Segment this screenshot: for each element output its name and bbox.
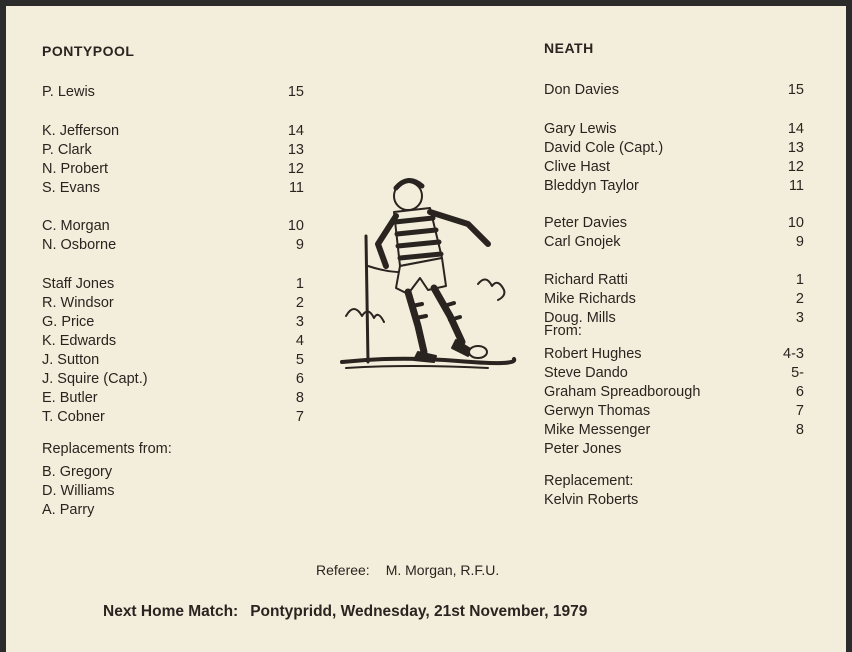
player-name: Gary Lewis xyxy=(544,121,617,137)
player-number: 4-3 xyxy=(783,346,804,362)
rugby-player-illustration xyxy=(338,166,518,388)
player-name: N. Osborne xyxy=(42,237,117,253)
player-number: 8 xyxy=(795,422,804,438)
player-number: 15 xyxy=(287,84,304,100)
player-name: Mike Richards xyxy=(544,291,636,307)
referee-line xyxy=(316,562,499,578)
player-row xyxy=(42,295,304,313)
pontypool-replacements-label: Replacements from: xyxy=(42,441,172,457)
player-row xyxy=(544,403,804,421)
player-number: 13 xyxy=(787,140,804,156)
player-row xyxy=(544,121,804,139)
player-row xyxy=(42,409,304,427)
player-number: 7 xyxy=(795,403,804,419)
player-row xyxy=(544,159,804,177)
programme-page xyxy=(6,6,846,652)
player-row xyxy=(42,218,304,236)
player-number: 4 xyxy=(295,333,304,349)
player-name: K. Edwards xyxy=(42,333,117,349)
player-number: 10 xyxy=(287,218,304,234)
player-name: Mike Messenger xyxy=(544,422,651,438)
player-name: J. Squire (Capt.) xyxy=(42,371,148,387)
player-name: P. Clark xyxy=(42,142,92,158)
player-row xyxy=(544,272,804,290)
player-row xyxy=(42,371,304,389)
player-number: 15 xyxy=(787,82,804,98)
player-name: G. Price xyxy=(42,314,95,330)
player-name: R. Windsor xyxy=(42,295,114,311)
player-name: P. Lewis xyxy=(42,84,95,100)
player-name: E. Butler xyxy=(42,390,98,406)
player-number: 3 xyxy=(795,310,804,326)
player-number: 6 xyxy=(795,384,804,400)
player-number: 11 xyxy=(788,178,804,194)
player-row xyxy=(42,161,304,179)
player-name: Doug. Mills xyxy=(544,310,616,326)
next-home-match xyxy=(103,603,587,621)
player-name: Carl Gnojek xyxy=(544,234,621,250)
player-row xyxy=(42,352,304,370)
player-name: N. Probert xyxy=(42,161,109,177)
player-row xyxy=(42,180,304,198)
player-number: 14 xyxy=(287,123,304,139)
neath-replacement-label: Replacement: xyxy=(544,473,634,489)
referee-name: M. Morgan, R.F.U. xyxy=(385,562,500,578)
referee-label: Referee: xyxy=(316,562,370,578)
player-row xyxy=(544,310,804,328)
next-match-label: Next Home Match: xyxy=(103,603,239,620)
neath-title: NEATH xyxy=(544,40,594,56)
player-number: 10 xyxy=(787,215,804,231)
player-row xyxy=(544,234,804,252)
player-number: 7 xyxy=(295,409,304,425)
replacement-name: A. Parry xyxy=(42,502,95,518)
player-name: Richard Ratti xyxy=(544,272,628,288)
player-number: 6 xyxy=(295,371,304,387)
player-name: K. Jefferson xyxy=(42,123,120,139)
player-name: Don Davies xyxy=(544,82,619,98)
player-row xyxy=(42,84,304,102)
player-number: 11 xyxy=(288,180,304,196)
player-number: 1 xyxy=(295,276,304,292)
replacement-name: B. Gregory xyxy=(42,464,113,480)
neath-from-label: From: xyxy=(544,323,582,339)
player-row xyxy=(42,333,304,351)
player-number: 8 xyxy=(295,390,304,406)
player-number: 12 xyxy=(287,161,304,177)
replacement-name: D. Williams xyxy=(42,483,115,499)
player-number: 9 xyxy=(795,234,804,250)
player-name: Staff Jones xyxy=(42,276,115,292)
next-match-details: Pontypridd, Wednesday, 21st November, 1979 xyxy=(250,603,588,620)
player-name: C. Morgan xyxy=(42,218,110,234)
player-name: T. Cobner xyxy=(42,409,105,425)
player-number: 2 xyxy=(795,291,804,307)
player-row xyxy=(544,365,804,383)
player-name: Bleddyn Taylor xyxy=(544,178,639,194)
player-number: 3 xyxy=(295,314,304,330)
player-name: S. Evans xyxy=(42,180,101,196)
player-row xyxy=(42,123,304,141)
player-name: Gerwyn Thomas xyxy=(544,403,651,419)
player-name: Peter Jones xyxy=(544,441,622,457)
player-name: Robert Hughes xyxy=(544,346,642,362)
player-row xyxy=(544,82,804,100)
player-row xyxy=(544,346,804,364)
player-number: 9 xyxy=(295,237,304,253)
player-name: J. Sutton xyxy=(42,352,100,368)
pontypool-title: PONTYPOOL xyxy=(42,43,135,59)
player-number: 14 xyxy=(787,121,804,137)
player-row xyxy=(42,390,304,408)
neath-replacement: Kelvin Roberts xyxy=(544,492,639,508)
player-row xyxy=(544,291,804,309)
player-name: Peter Davies xyxy=(544,215,628,231)
player-number: 12 xyxy=(787,159,804,175)
player-row xyxy=(544,441,804,459)
player-name: David Cole (Capt.) xyxy=(544,140,664,156)
player-name: Clive Hast xyxy=(544,159,611,175)
player-number: 2 xyxy=(295,295,304,311)
player-row xyxy=(42,237,304,255)
player-number: 1 xyxy=(795,272,804,288)
player-row xyxy=(544,422,804,440)
player-row xyxy=(42,314,304,332)
player-row xyxy=(42,142,304,160)
player-row xyxy=(544,384,804,402)
player-number: 5- xyxy=(791,365,804,381)
player-name: Graham Spreadborough xyxy=(544,384,701,400)
player-number: 13 xyxy=(287,142,304,158)
player-number: 5 xyxy=(295,352,304,368)
player-row xyxy=(544,140,804,158)
player-row xyxy=(544,178,804,196)
player-row xyxy=(42,276,304,294)
player-name: Steve Dando xyxy=(544,365,628,381)
player-row xyxy=(544,215,804,233)
